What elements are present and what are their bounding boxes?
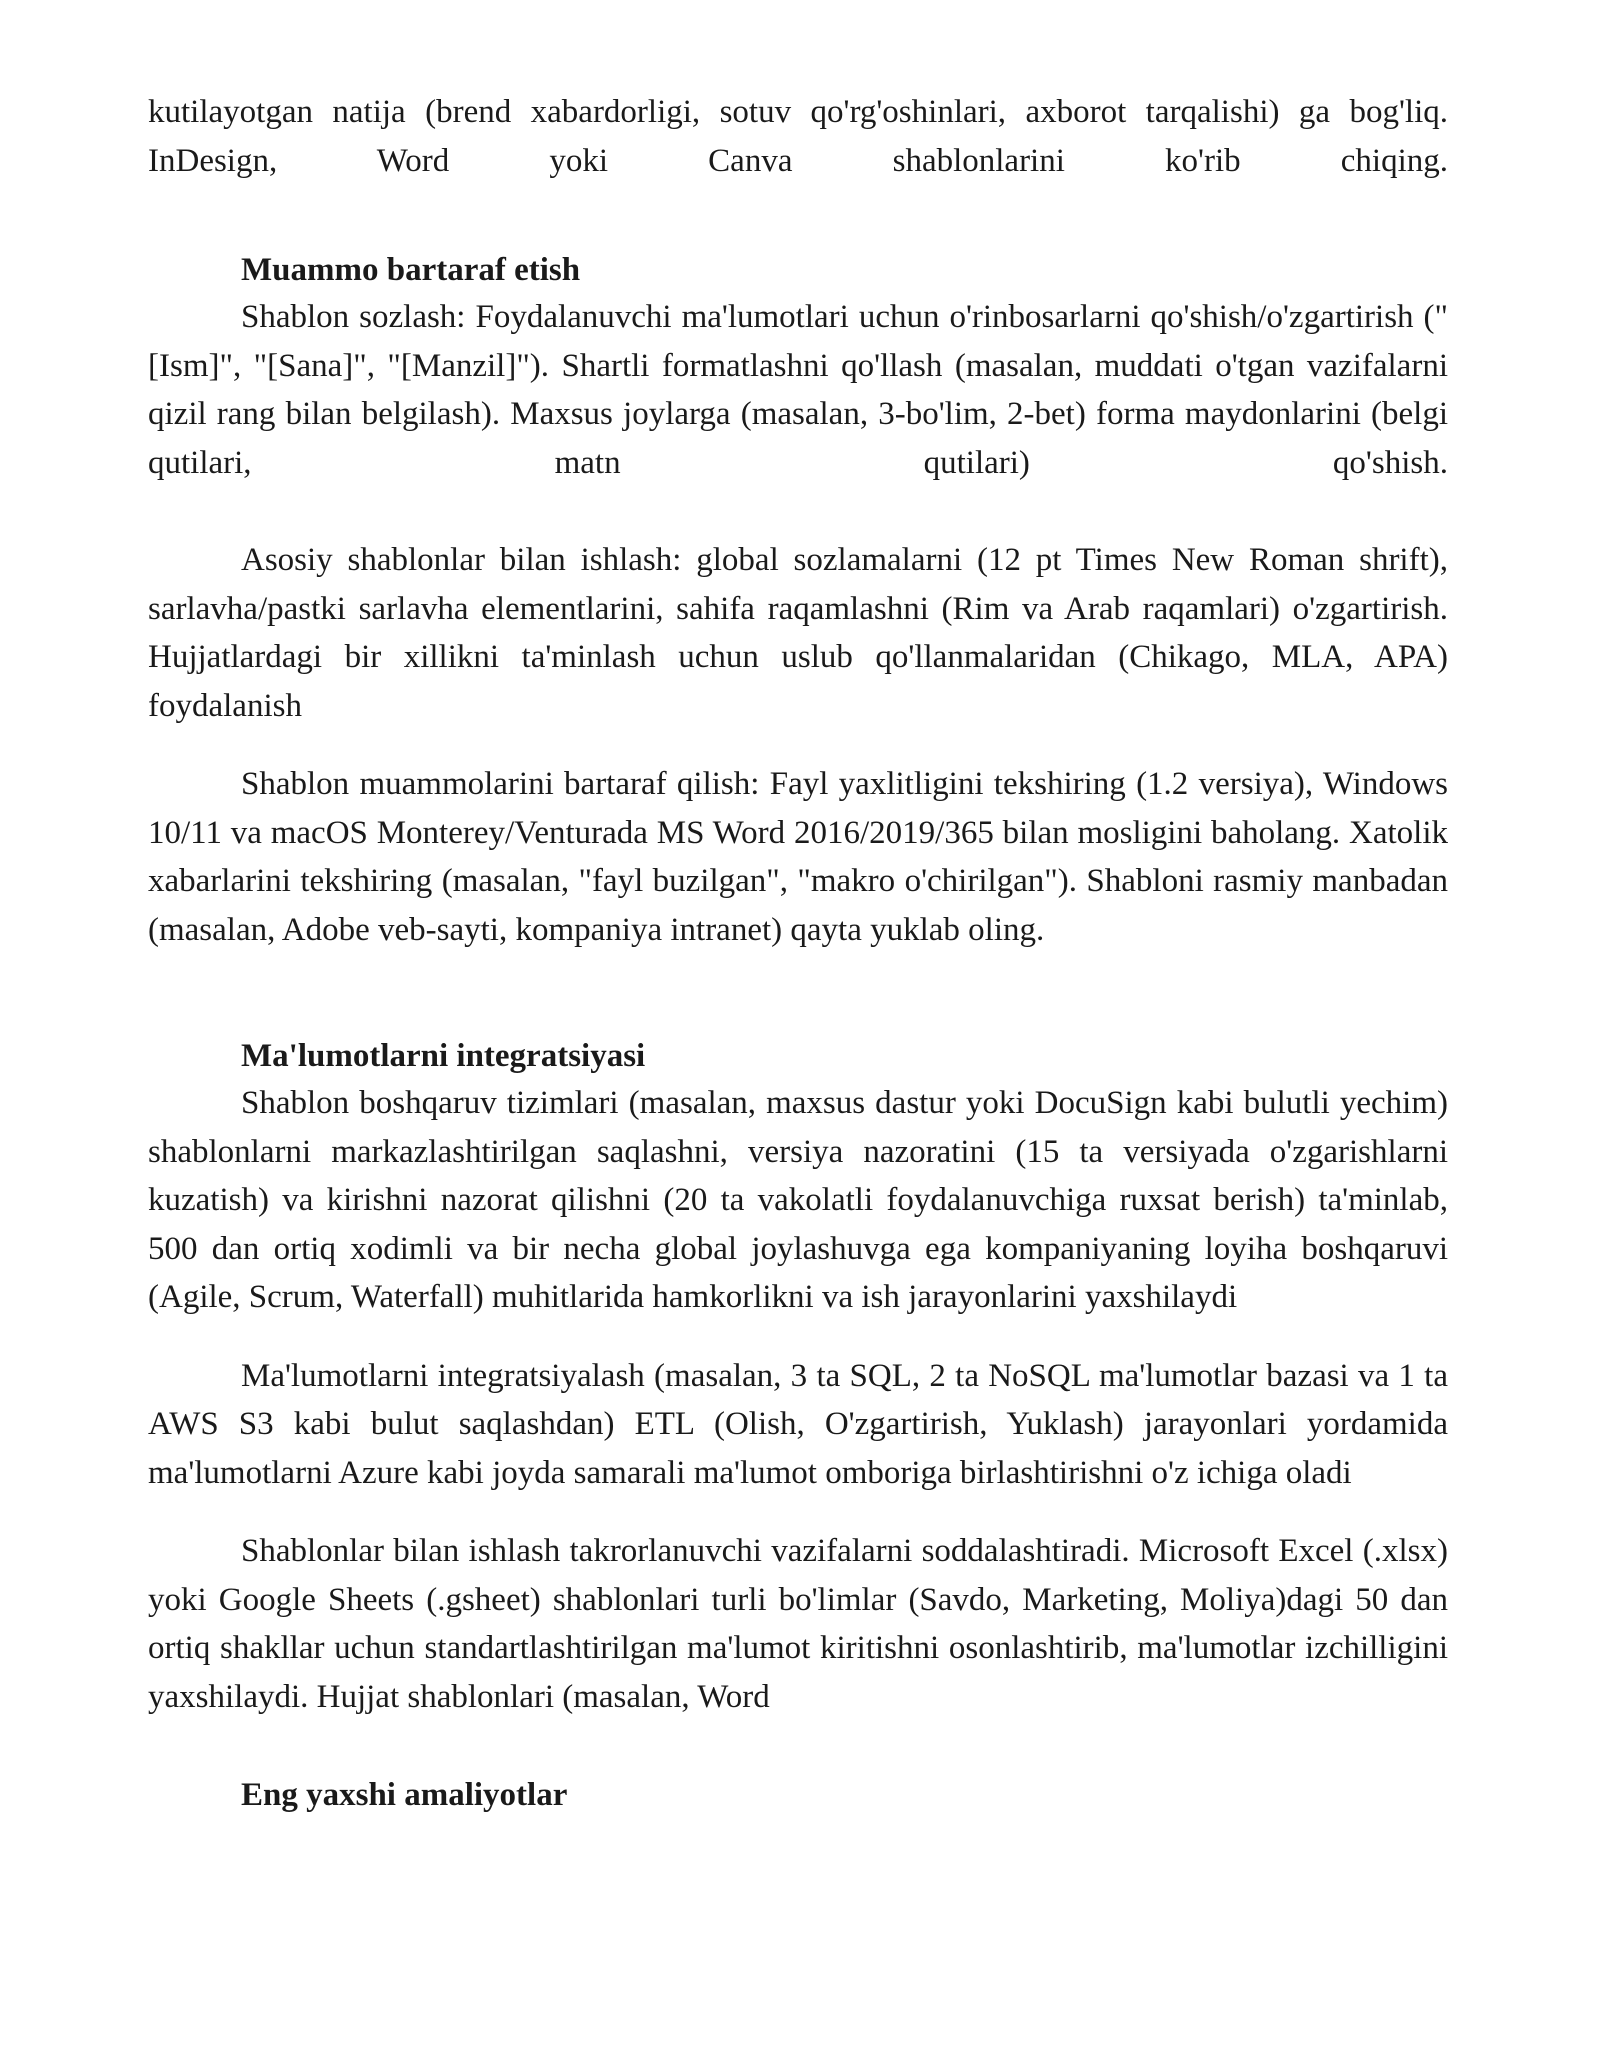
intro-paragraph: kutilayotgan natija (brend xabardorligi, sotuv qo'rg'oshinlari, axborot tarqalishi) ga bog'liq. InDesign, Word yoki Canva shablonlarini ko'rib chiqing. (148, 94, 1448, 179)
paragraph-template-management: Shablon boshqaruv tizimlari (masalan, maxsus dastur yoki DocuSign kabi bulutli yechim) shablonlarni markazlashtirilgan saqlashni, versiya nazoratini (15 ta versiyada o'zgarishlarni kuzatish) va kirishni nazorat qilishni (20 ta vakolatli foydalanuvchiga ruxsat berish) ta'minlab, 500 dan ortiq xodimli va bir necha global joylashuvga ega kompaniyaning loyiha boshqaruvi (Agile, Scrum, Waterfall) muhitlarida hamkorlikni va ish jarayonlarini yaxshilaydi (148, 1085, 1448, 1315)
paragraph-template-setup: Shablon sozlash: Foydalanuvchi ma'lumotlari uchun o'rinbosarlarni qo'shish/o'zgartirish ("[Ism]", "[Sana]", "[Manzil]"). Shartli formatlashni qo'llash (masalan, muddati o'tgan vazifalarni qizil rang bilan belgilash). Maxsus joylarga (masalan, 3-bo'lim, 2-bet) forma maydonlarini (belgi qutilari, matn qutilari) qo'shish. (148, 299, 1448, 481)
section-heading-data-integration: Ma'lumotlarni integratsiyasi (241, 1038, 646, 1074)
section-heading-best-practices: Eng yaxshi amaliyotlar (241, 1777, 568, 1813)
paragraph-main-templates: Asosiy shablonlar bilan ishlash: global sozlamalarni (12 pt Times New Roman shrift), sarlavha/pastki sarlavha elementlarini, sahifa raqamlashni (Rim va Arab raqamlari) o'zgartirish. Hujjatlardagi bir xillikni ta'minlash uchun uslub qo'llanmalaridan (Chikago, MLA, APA) foydalanish (148, 542, 1448, 724)
section-heading-troubleshooting: Muammo bartaraf etish (241, 252, 581, 288)
document-page (148, 88, 1448, 1818)
paragraph-working-with-templates: Shablonlar bilan ishlash takrorlanuvchi vazifalarni soddalashtiradi. Microsoft Excel (.xlsx) yoki Google Sheets (.gsheet) shablonlari turli bo'limlar (Savdo, Marketing, Moliya)dagi 50 dan ortiq shakllar uchun standartlashtirilgan ma'lumot kiritishni osonlashtirib, ma'lumotlar izchilligini yaxshilaydi. Hujjat shablonlari (masalan, Word (148, 1533, 1448, 1715)
paragraph-template-troubleshooting: Shablon muammolarini bartaraf qilish: Fayl yaxlitligini tekshiring (1.2 versiya), Windows 10/11 va macOS Monterey/Venturada MS Word 2016/2019/365 bilan mosligini baholang. Xatolik xabarlarini tekshiring (masalan, "fayl buzilgan", "makro o'chirilgan"). Shabloni rasmiy manbadan (masalan, Adobe veb-sayti, kompaniya intranet) qayta yuklab oling. (148, 766, 1448, 948)
paragraph-data-integration: Ma'lumotlarni integratsiyalash (masalan, 3 ta SQL, 2 ta NoSQL ma'lumotlar bazasi va 1 ta AWS S3 kabi bulut saqlashdan) ETL (Olish, O'zgartirish, Yuklash) jarayonlari yordamida ma'lumotlarni Azure kabi joyda samarali ma'lumot omboriga birlashtirishni o'z ichiga oladi (148, 1357, 1448, 1491)
